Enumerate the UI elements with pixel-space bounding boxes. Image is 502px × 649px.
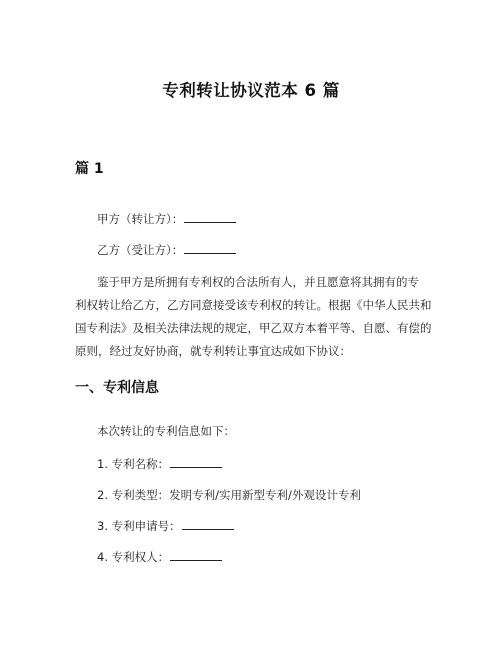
list-item bbox=[97, 549, 222, 565]
list-item-blank bbox=[170, 549, 222, 561]
list-item-label: 4. 专利权人： bbox=[97, 550, 170, 564]
list-item bbox=[97, 518, 234, 534]
list-item-blank bbox=[182, 518, 234, 530]
intro-paragraph-line: 原则，经过友好协商，就专利转让事宜达成如下协议： bbox=[75, 344, 351, 358]
party-b-label: 乙方（受让方）： bbox=[97, 243, 184, 257]
list-item bbox=[97, 487, 361, 503]
info-intro: 本次转让的专利信息如下： bbox=[97, 424, 235, 438]
list-item-label: 2. 专利类型：发明专利/实用新型专利/外观设计专利 bbox=[97, 488, 361, 502]
party-a-blank bbox=[184, 211, 236, 223]
intro-paragraph-line: 利权转让给乙方，乙方同意接受该专利权的转让。根据《中华人民共和 bbox=[75, 298, 432, 312]
intro-paragraph-line: 鉴于甲方是所拥有专利权的合法所有人，并且愿意将其拥有的专 bbox=[97, 275, 419, 289]
subsection-heading-patent-info: 一、专利信息 bbox=[75, 380, 159, 396]
party-b-blank bbox=[184, 242, 236, 254]
party-b-line bbox=[97, 242, 236, 258]
intro-paragraph-line: 国专利法》及相关法律法规的规定，甲乙双方本着平等、自愿、有偿的 bbox=[75, 321, 432, 335]
section-heading-1: 篇 1 bbox=[75, 161, 104, 177]
document-title: 专利转让协议范本 6 篇 bbox=[162, 81, 340, 100]
list-item-label: 3. 专利申请号： bbox=[97, 519, 181, 533]
party-a-label: 甲方（转让方）： bbox=[97, 212, 184, 226]
list-item-blank bbox=[170, 456, 222, 468]
list-item-label: 1. 专利名称： bbox=[97, 457, 170, 471]
party-a-line bbox=[97, 211, 236, 227]
list-item bbox=[97, 456, 222, 472]
